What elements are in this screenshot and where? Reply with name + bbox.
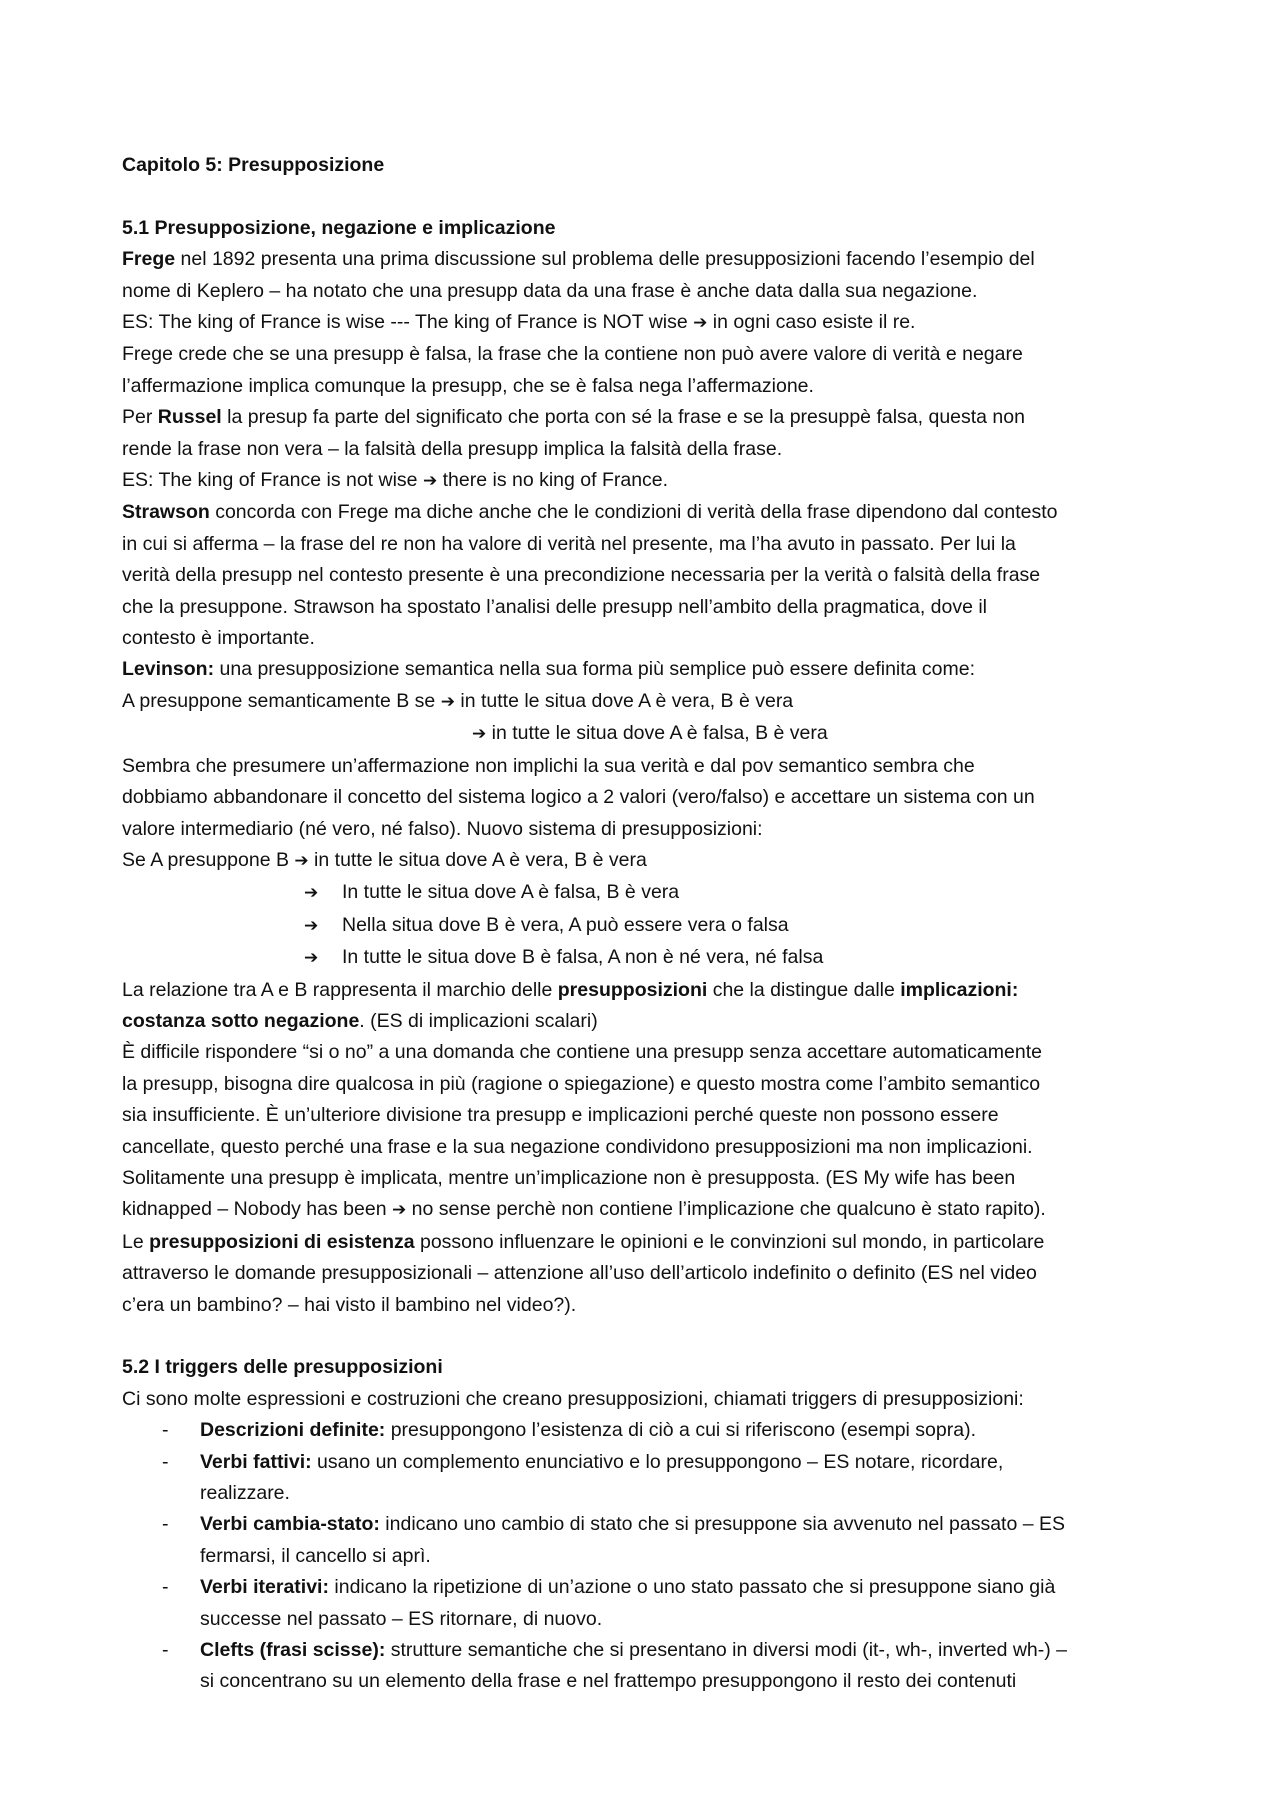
paragraph-line: attraverso le domande presupposizionali – attenzione all’uso dell’articolo indefinito o definito (ES nel video (122, 1262, 1037, 1285)
list-item-continuation: si concentrano su un elemento della frase e nel frattempo presuppongono il resto dei contenuti (200, 1670, 1017, 1693)
paragraph-line: nome di Keplero – ha notato che una presupp data da una frase è anche data dalla sua negazione. (122, 279, 978, 302)
paragraph-line: che la presuppone. Strawson ha spostato l’analisi delle presupp nell’ambito della pragmatica, dove il (122, 595, 988, 618)
dash-bullet: - (162, 1419, 169, 1442)
dash-bullet: - (162, 1513, 169, 1536)
paragraph-line: Frege nel 1892 presenta una prima discussione sul problema delle presupposizioni facendo l’esempio del (122, 248, 1035, 271)
paragraph-line: Strawson concorda con Frege ma diche anche che le condizioni di verità della frase dipendono dal contesto (122, 501, 1058, 524)
paragraph-line: ➔ in tutte le situa dove A è falsa, B è vera (472, 722, 828, 745)
list-item: - Verbi fattivi: usano un complemento enunciativo e lo presuppongono – ES notare, ricordare, (122, 1447, 1172, 1478)
dash-bullet: - (162, 1639, 169, 1662)
arrow-icon: ➔ (472, 724, 487, 745)
dash-bullet: - (162, 1576, 169, 1599)
paragraph-line: Se A presuppone B ➔ in tutte le situa dove A è vera, B è vera (122, 848, 647, 871)
paragraph-line: Sembra che presumere un’affermazione non implichi la sua verità e dal pov semantico sembra che (122, 754, 975, 777)
section-heading: 5.2 I triggers delle presupposizioni (122, 1356, 443, 1379)
paragraph-line: la presupp, bisogna dire qualcosa in più (ragione o spiegazione) e questo mostra come l’ambito semantico (122, 1072, 1041, 1095)
paragraph-line: Solitamente una presupp è implicata, mentre un’implicazione non è presupposta. (ES My wife has been (122, 1166, 1016, 1189)
spacer (122, 1321, 1172, 1352)
arrow-icon: ➔ (693, 313, 708, 334)
paragraph-line: Le presupposizioni di esistenza possono influenzare le opinioni e le convinzioni sul mondo, in particolare (122, 1230, 1045, 1253)
paragraph-line: c’era un bambino? – hai visto il bambino nel video?). (122, 1293, 577, 1316)
arrow-list-item: ➔ In tutte le situa dove A è falsa, B è vera (122, 877, 1172, 909)
paragraph-line: ES: The king of France is not wise ➔ there is no king of France. (122, 469, 669, 492)
list-item-continuation: successe nel passato – ES ritornare, di nuovo. (200, 1607, 603, 1630)
paragraph-line: rende la frase non vera – la falsità della presupp implica la falsità della frase. (122, 437, 783, 460)
paragraph-line: ES: The king of France is wise --- The king of France is NOT wise ➔ in ogni caso esiste il re. (122, 311, 916, 334)
paragraph-line: contesto è importante. (122, 627, 315, 650)
arrow-icon: ➔ (422, 471, 438, 492)
list-item-continuation: realizzare. (200, 1482, 290, 1505)
paragraph-line: È difficile rispondere “si o no” a una domanda che contiene una presupp senza accettare automaticamente (122, 1041, 1042, 1064)
list-item-continuation: fermarsi, il cancello si aprì. (200, 1544, 431, 1567)
arrow-icon: ➔ (391, 1200, 407, 1221)
paragraph-line: valore intermediario (né vero, né falso). Nuovo sistema di presupposizioni: (122, 817, 763, 840)
arrow-icon: ➔ (440, 691, 455, 712)
list-item: - Clefts (frasi scisse): strutture semantiche che si presentano in diversi modi (it-, wh-, inverted wh-) – (122, 1635, 1172, 1666)
paragraph-line: kidnapped – Nobody has been ➔ no sense perchè non contiene l’implicazione che qualcuno è stato rapito). (122, 1198, 1046, 1221)
paragraph-line: La relazione tra A e B rappresenta il marchio delle presupposizioni che la distingue dalle implicazioni: (122, 978, 1019, 1001)
paragraph-line: Levinson: una presupposizione semantica nella sua forma più semplice può essere definita come: (122, 658, 976, 681)
document-page (122, 150, 1172, 1698)
paragraph-line: l’affermazione implica comunque la presupp, che se è falsa nega l’affermazione. (122, 374, 814, 397)
paragraph-line: A presuppone semanticamente B se ➔ in tutte le situa dove A è vera, B è vera (122, 689, 794, 712)
paragraph-line: in cui si afferma – la frase del re non ha valore di verità nel presente, ma l’ha avuto in passato. Per lui la (122, 532, 1016, 555)
chapter-title: Capitolo 5: Presupposizione (122, 154, 385, 176)
paragraph-line: dobbiamo abbandonare il concetto del sistema logico a 2 valori (vero/falso) e accettare un sistema con un (122, 786, 1035, 809)
arrow-icon: ➔ (294, 850, 309, 871)
arrow-list-item: ➔ Nella situa dove B è vera, A può essere vera o falsa (122, 910, 1172, 942)
list-item: - Descrizioni definite: presuppongono l’esistenza di ciò a cui si riferiscono (esempi sopra). (122, 1415, 1172, 1446)
paragraph-line: costanza sotto negazione. (ES di implicazioni scalari) (122, 1009, 598, 1032)
paragraph-line: Ci sono molte espressioni e costruzioni che creano presupposizioni, chiamati triggers di presupposizioni: (122, 1387, 1024, 1410)
dash-bullet: - (162, 1450, 169, 1473)
section-heading: 5.1 Presupposizione, negazione e implicazione (122, 216, 556, 239)
spacer (122, 181, 1172, 212)
paragraph-line: Frege crede che se una presupp è falsa, la frase che la contiene non può avere valore di verità e negare (122, 343, 1023, 366)
list-item: - Verbi iterativi: indicano la ripetizione di un’azione o uno stato passato che si presuppone siano già (122, 1572, 1172, 1603)
paragraph-line: sia insufficiente. È un’ulteriore divisione tra presupp e implicazioni perché queste non possono essere (122, 1104, 999, 1127)
list-item: - Verbi cambia-stato: indicano uno cambio di stato che si presuppone sia avvenuto nel passato – ES (122, 1509, 1172, 1540)
arrow-bullet-icon: ➔ (304, 915, 319, 936)
paragraph-line: Per Russel la presup fa parte del significato che porta con sé la frase e se la presuppè falsa, questa non (122, 406, 1025, 429)
arrow-list-item: ➔ In tutte le situa dove B è falsa, A non è né vera, né falsa (122, 942, 1172, 974)
arrow-bullet-icon: ➔ (304, 883, 319, 904)
paragraph-line: cancellate, questo perché una frase e la sua negazione condividono presupposizioni ma non implicazioni. (122, 1135, 1033, 1158)
paragraph-line: verità della presupp nel contesto presente è una precondizione necessaria per la verità o falsità della frase (122, 564, 1041, 587)
arrow-bullet-icon: ➔ (304, 948, 319, 969)
